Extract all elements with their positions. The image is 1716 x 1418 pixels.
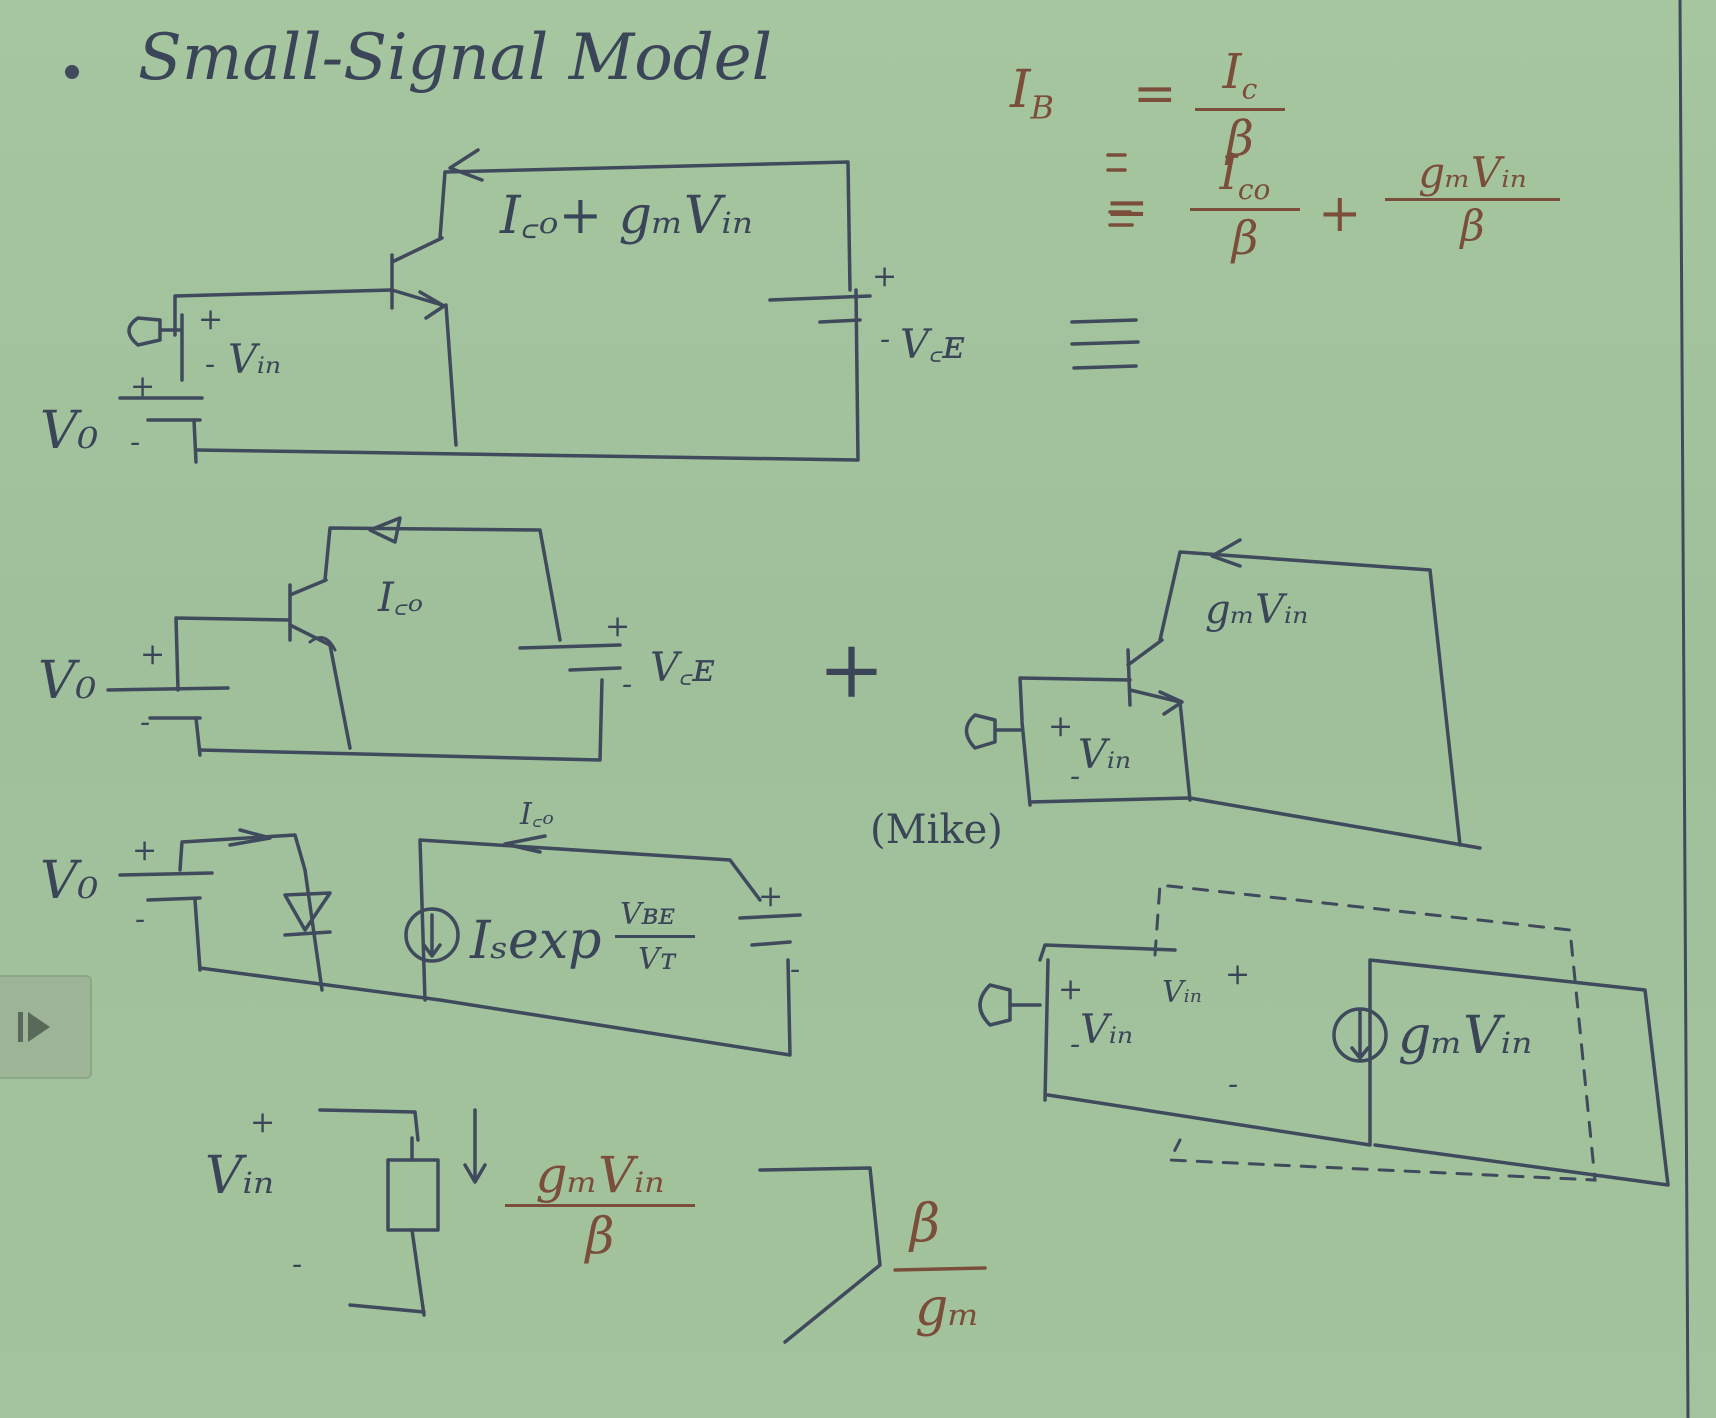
bullet <box>65 65 79 79</box>
mid-right-vin-label: Vᵢₙ <box>1078 732 1132 778</box>
eq3-denominator: β <box>1460 201 1485 250</box>
play-icon <box>28 1012 50 1042</box>
dashed-vin-left-minus: - <box>1070 1027 1081 1062</box>
eq1-fraction <box>1195 44 1285 167</box>
bottom-res-den: gₘ <box>915 1278 981 1338</box>
eq1-numerator <box>1195 44 1285 106</box>
top-v0-minus: - <box>130 425 141 460</box>
play-tab-button[interactable] <box>0 975 92 1079</box>
play-bar-glyph <box>18 1012 23 1042</box>
bottom-frac-num: gₘVᵢₙ <box>535 1146 665 1204</box>
eq3-fraction <box>1385 148 1560 250</box>
eq2-fraction <box>1190 146 1300 266</box>
ib-lhs <box>1010 60 1055 127</box>
bottom-vin-label: Vᵢₙ <box>205 1146 275 1206</box>
top-current-label: I꜀ₒ+ gₘVᵢₙ <box>500 186 753 246</box>
eq1-num-letter: I <box>1222 44 1242 100</box>
ib-lhs-sub: B <box>1030 88 1055 127</box>
eq1-equals: = <box>1133 64 1177 124</box>
mid-left-v0-minus: - <box>140 705 151 740</box>
bottom-vin-minus: - <box>292 1247 303 1282</box>
diode-battery-minus: - <box>790 952 801 987</box>
board-edge <box>1680 0 1688 1418</box>
mid-left-circuit <box>108 518 620 760</box>
eq2-num-sub: co <box>1237 173 1271 207</box>
mid-left-current-label: I꜀ₒ <box>378 575 424 621</box>
diode-exp-denominator: Vᴛ <box>638 942 677 977</box>
ib-lhs-letter: I <box>1010 60 1031 120</box>
diode-exp-bar <box>615 935 695 938</box>
eq2-num-letter: I <box>1219 146 1238 200</box>
diode-v0-minus: - <box>135 902 146 937</box>
bottom-res-num: β <box>910 1194 941 1254</box>
plus-between: + <box>818 623 886 716</box>
top-vce-minus: - <box>880 322 891 357</box>
top-circuit <box>120 150 870 462</box>
eq1-denominator: β <box>1226 110 1254 167</box>
mike-label: (Mike) <box>870 807 1003 853</box>
diode-v0-label: V₀ <box>40 851 99 911</box>
page-title: Small-Signal Model <box>138 21 773 95</box>
diode-source-label: Iₛexp <box>470 911 602 971</box>
mid-left-vce-minus: - <box>622 667 633 702</box>
mid-right-current-label: gₘVᵢₙ <box>1205 587 1309 633</box>
diode-v0-plus: + <box>132 833 158 868</box>
dashed-vin-right-plus: + <box>1225 957 1251 992</box>
bottom-frac-den: β <box>585 1207 615 1265</box>
eq2-equals: = <box>1105 178 1149 238</box>
eq-plus: + <box>1318 184 1362 244</box>
mid-left-v0-plus: + <box>140 637 166 672</box>
diode-exp-numerator: Vʙᴇ <box>620 897 676 932</box>
dashed-vin-right: Vᵢₙ <box>1162 975 1202 1010</box>
mid-left-vce-label: V꜀ᴇ <box>650 645 715 691</box>
diode-circuit <box>120 830 800 1055</box>
eq1-num-sub: c <box>1241 72 1258 106</box>
diode-current-label: I꜀ₒ <box>520 797 554 832</box>
diode-battery-plus: + <box>758 879 784 914</box>
mid-left-vce-plus: + <box>605 609 631 644</box>
top-vin-label: Vᵢₙ <box>228 337 282 383</box>
equiv-lines <box>1072 320 1138 368</box>
top-vin-minus: - <box>205 347 216 382</box>
top-vin-plus: + <box>198 302 224 337</box>
dashed-vin-left-plus: + <box>1058 972 1084 1007</box>
dashed-vin-left: Vᵢₙ <box>1080 1007 1134 1053</box>
top-vce-plus: + <box>872 259 898 294</box>
eq2-numerator <box>1190 146 1300 207</box>
eq3-numerator: gₘVᵢₙ <box>1418 148 1527 197</box>
top-v0-plus: + <box>130 369 156 404</box>
top-v0-label: V₀ <box>40 401 99 461</box>
mid-right-vin-minus: - <box>1070 759 1081 794</box>
mid-left-v0-label: V₀ <box>38 651 97 711</box>
bottom-current-fraction <box>505 1146 695 1265</box>
dashed-source-label: gₘVᵢₙ <box>1398 1006 1533 1066</box>
dashed-vin-right-minus: - <box>1228 1067 1239 1102</box>
mid-right-vin-plus: + <box>1048 709 1074 744</box>
eq2-denominator: β <box>1231 211 1259 266</box>
top-vce-label: V꜀ᴇ <box>900 322 965 368</box>
bottom-vin-plus: + <box>250 1105 276 1140</box>
